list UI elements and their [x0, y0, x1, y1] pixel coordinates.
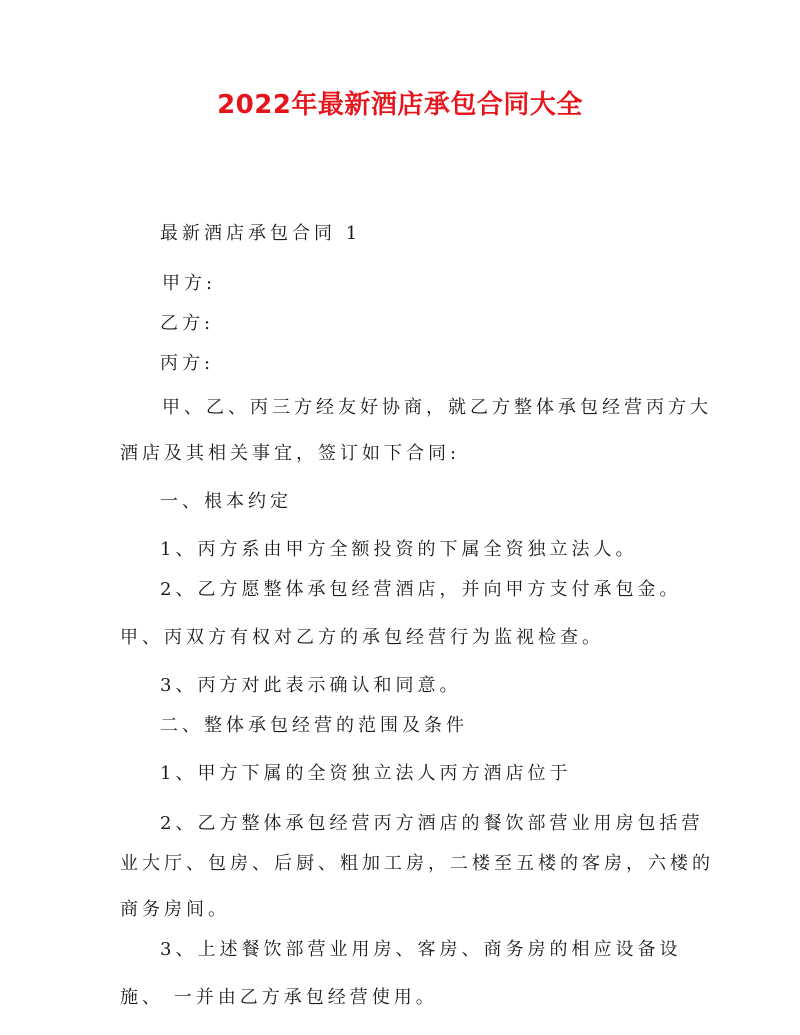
section-heading: 二、整体承包经营的范围及条件 — [160, 715, 468, 736]
paragraph-line: 商务房间。 — [120, 899, 230, 920]
clause-line: 1、丙方系由甲方全额投资的下属全资独立法人。 — [160, 539, 638, 560]
clause-line: 2、乙方愿整体承包经营酒店，并向甲方支付承包金。 — [160, 579, 682, 600]
paragraph-line: 甲、乙、丙三方经友好协商，就乙方整体承包经营丙方大 — [162, 397, 712, 418]
paragraph-line: 施、 一并由乙方承包经营使用。 — [120, 987, 438, 1008]
contract-heading: 最新酒店承包合同 1 — [160, 223, 362, 244]
clause-line: 1、甲方下属的全资独立法人丙方酒店位于 — [160, 763, 572, 784]
paragraph-line: 业大厅、包房、后厨、粗加工房，二楼至五楼的客房，六楼的 — [120, 853, 714, 874]
section-heading: 一、根本约定 — [160, 491, 292, 512]
document-title: 2022年最新酒店承包合同大全 — [217, 90, 583, 120]
paragraph-line: 甲、丙双方有权对乙方的承包经营行为监视检查。 — [120, 627, 604, 648]
party-c-line: 丙方: — [160, 353, 215, 374]
party-a-line: 甲方: — [162, 273, 217, 294]
clause-line: 2、乙方整体承包经营丙方酒店的餐饮部营业用房包括营 — [160, 813, 704, 834]
party-b-line: 乙方: — [160, 313, 215, 334]
clause-line: 3、丙方对此表示确认和同意。 — [160, 675, 462, 696]
paragraph-line: 酒店及其相关事宜，签订如下合同: — [120, 443, 461, 464]
clause-line: 3、上述餐饮部营业用房、客房、商务房的相应设备设 — [160, 939, 682, 960]
